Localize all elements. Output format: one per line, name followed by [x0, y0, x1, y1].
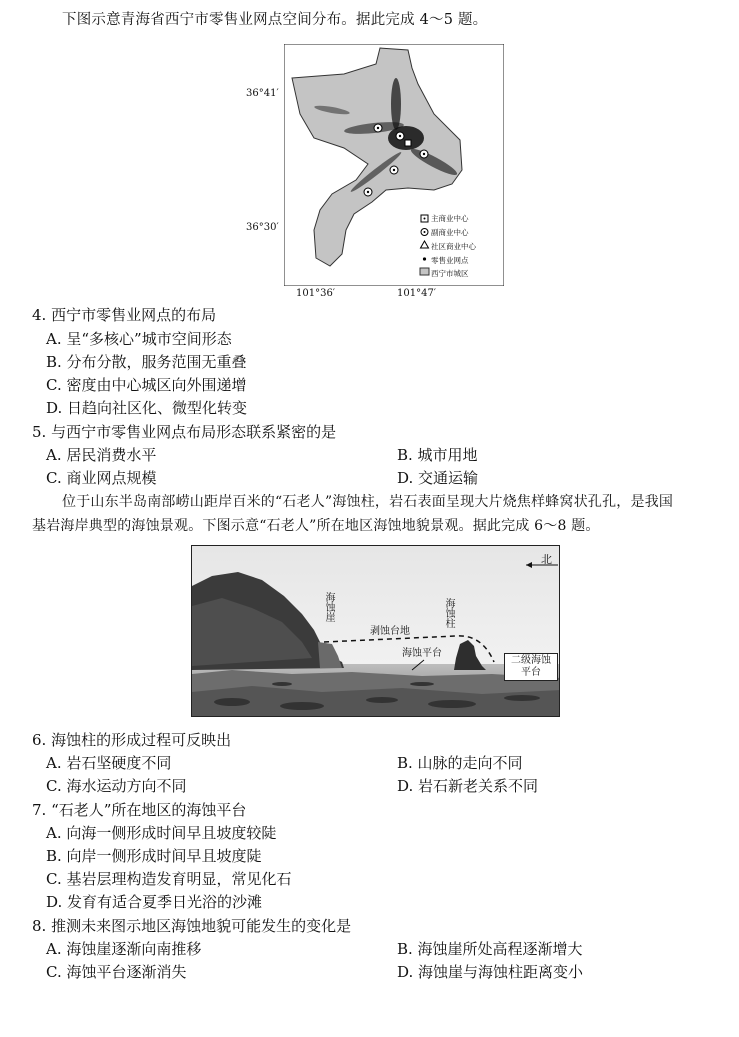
cliff-label: 海蚀崖 [323, 592, 334, 622]
question-6-option-a: A. 岩石坚硬度不同 [46, 754, 172, 772]
intro-text-4-5: 下图示意青海省西宁市零售业网点空间分布。据此完成 4～5 题。 [62, 12, 488, 28]
question-8-option-c: C. 海蚀平台逐渐消失 [46, 963, 187, 981]
question-5-option-a: A. 居民消费水平 [46, 446, 157, 464]
lat-top-label: 36°41′ [246, 88, 279, 99]
question-4-option-c: C. 密度由中心城区向外围递增 [46, 376, 247, 394]
platform-label: 海蚀平台 [402, 648, 442, 659]
question-5-option-d: D. 交通运输 [397, 469, 479, 487]
legend-main-center: 主商业中心 [431, 214, 469, 223]
question-4-option-b: B. 分布分散，服务范围无重叠 [46, 353, 247, 371]
legend-city-area: 西宁市城区 [431, 269, 469, 278]
legend-retail-point: 零售业网点 [431, 256, 469, 265]
question-7-option-a: A. 向海一侧形成时间早且坡度较陡 [46, 824, 277, 842]
intro-text-6-8-line2: 基岩海岸典型的海蚀景观。下图示意“石老人”所在地区海蚀地貌景观。据此完成 6～8 题。 [32, 518, 600, 534]
question-6-option-b: B. 山脉的走向不同 [397, 754, 523, 772]
question-6-option-d: D. 岩石新老关系不同 [397, 777, 539, 795]
question-5-option-b: B. 城市用地 [397, 446, 478, 464]
question-6-stem: 6. 海蚀柱的形成过程可反映出 [32, 731, 232, 749]
question-5-stem: 5. 与西宁市零售业网点布局形态联系紧密的是 [32, 423, 337, 441]
question-7-option-c: C. 基岩层理构造发育明显，常见化石 [46, 870, 292, 888]
lat-bottom-label: 36°30′ [246, 222, 279, 233]
question-8-option-d: D. 海蚀崖与海蚀柱距离变小 [397, 963, 584, 981]
question-8-option-b: B. 海蚀崖所处高程逐渐增大 [397, 940, 583, 958]
sea-erosion-photo [191, 545, 560, 717]
question-7-stem: 7. “石老人”所在地区的海蚀平台 [32, 801, 247, 819]
question-4-option-d: D. 日趋向社区化、微型化转变 [46, 399, 248, 417]
question-8-option-a: A. 海蚀崖逐渐向南推移 [46, 940, 202, 958]
north-label: 北 [541, 553, 552, 566]
question-6-option-c: C. 海水运动方向不同 [46, 777, 187, 795]
question-4-option-a: A. 呈“多核心”城市空间形态 [46, 330, 232, 348]
question-4-stem: 4. 西宁市零售业网点的布局 [32, 306, 217, 324]
secondary-platform-label: 二级海蚀 平台 [504, 653, 558, 681]
question-7-option-d: D. 发育有适合夏季日光浴的沙滩 [46, 893, 263, 911]
legend-sub-center: 副商业中心 [431, 228, 469, 237]
legend-community-center: 社区商业中心 [431, 242, 476, 251]
lon-left-label: 101°36′ [296, 288, 336, 299]
intro-text-6-8-line1: 位于山东半岛南部崂山距岸百米的“石老人”海蚀柱，岩石表面呈现大片烧焦样蜂窝状孔孔，是我国 [62, 494, 674, 510]
pillar-label: 海蚀柱 [443, 598, 454, 628]
question-7-option-b: B. 向岸一侧形成时间早且坡度陡 [46, 847, 262, 865]
lon-right-label: 101°47′ [397, 288, 437, 299]
question-5-option-c: C. 商业网点规模 [46, 469, 157, 487]
terrace-label: 剥蚀台地 [370, 626, 410, 637]
main-center-marker [405, 140, 411, 146]
question-8-stem: 8. 推测未来图示地区海蚀地貌可能发生的变化是 [32, 917, 352, 935]
